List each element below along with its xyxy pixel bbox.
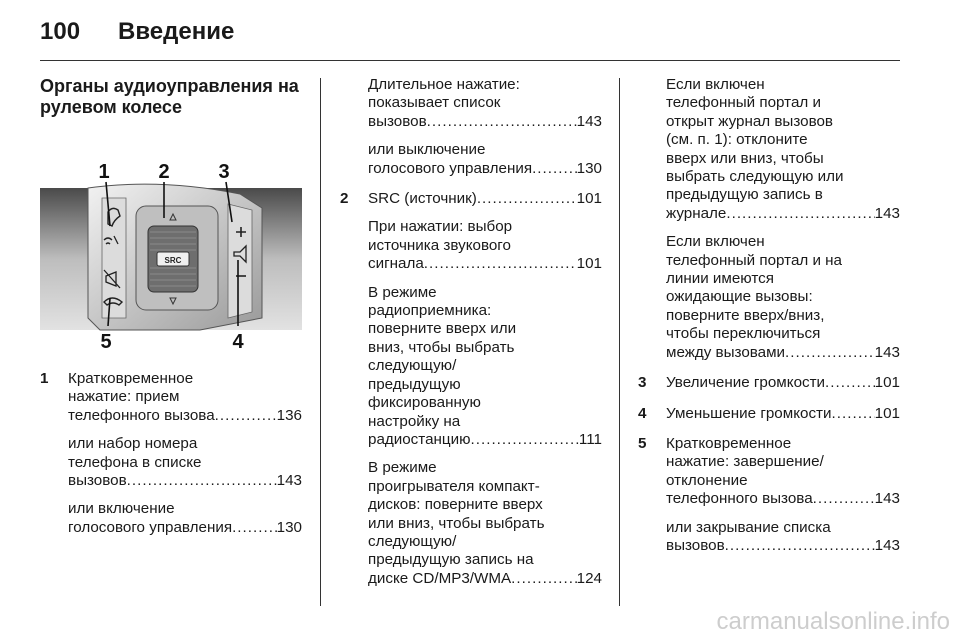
- page-reference: 101: [576, 190, 602, 208]
- column-divider-1: [320, 78, 321, 606]
- watermark-text: carmanualsonline.info: [716, 608, 950, 635]
- column-2: [340, 76, 602, 588]
- paragraph: Кратковременное нажатие: прием телефонного вызова . . . 136: [68, 370, 302, 425]
- page-reference: 101: [874, 404, 900, 422]
- page-reference: 143: [874, 490, 900, 508]
- callout-1: 1: [98, 161, 110, 183]
- leader-line: между вызовами . . . 143: [666, 344, 900, 362]
- page-reference: 143: [874, 343, 900, 361]
- entry-4: [638, 405, 900, 423]
- page-reference: 101: [874, 374, 900, 392]
- leader-line: сигнала . . . 101: [368, 255, 602, 273]
- entry-number: 4: [638, 404, 647, 422]
- entry-number: 1: [40, 370, 49, 387]
- entry-number: 5: [638, 434, 647, 452]
- paragraph: или выключение голосового управления . . . 130: [368, 141, 602, 178]
- paragraph: В режиме проигрывателя компакт- дисков: поверните вверх или вниз, чтобы выбрать следующую/ предыдущую запись на диске CD/MP3/WMA . . . 124: [368, 459, 602, 588]
- leader-line: радиостанцию . . . 111: [368, 431, 602, 449]
- header-rule: [40, 60, 900, 61]
- leader-line: голосового управления . . . 130: [68, 519, 302, 537]
- callout-4: 4: [232, 331, 244, 353]
- paragraph: Кратковременное нажатие: завершение/ отклонение телефонного вызова . . . 143: [666, 435, 900, 509]
- paragraph: В режиме радиоприемника: поверните вверх или вниз, чтобы выбрать следующую/ предыдущую фиксированную настройку на радиостанцию . . . 111: [368, 284, 602, 450]
- entry-2: [340, 190, 602, 588]
- src-label: SRC: [164, 256, 182, 265]
- column-3: [638, 76, 900, 555]
- callout-5: 5: [100, 331, 112, 353]
- leader-line: Уменьшение громкости . . . 101: [666, 405, 900, 423]
- leader-line: вызовов . . . 143: [368, 113, 602, 131]
- paragraph: [368, 190, 602, 208]
- entry-number: 3: [638, 374, 647, 392]
- steering-wheel-controls-figure: [40, 148, 302, 358]
- page-reference: 111: [578, 430, 602, 448]
- page-reference: 130: [576, 159, 602, 177]
- section-title: Органы аудиоуправления на рулевом колесе: [40, 76, 299, 117]
- page-number: 100: [40, 18, 81, 45]
- leader-line: Увеличение громкости . . . 101: [666, 374, 900, 392]
- leader-line: журнале . . . 143: [666, 205, 900, 223]
- entry-3: [638, 374, 900, 392]
- steering-controls-illustration: [40, 148, 302, 358]
- page-reference: 136: [276, 406, 302, 424]
- paragraph: или набор номера телефона в списке вызовов . . . 143: [68, 435, 302, 490]
- paragraph: При нажатии: выбор источника звукового сигнала . . . 101: [368, 218, 602, 273]
- leader-line: телефонного вызова . . . 143: [666, 490, 900, 508]
- page-reference: 124: [576, 569, 602, 587]
- page-header: [40, 18, 900, 58]
- leader-line: вызовов . . . 143: [68, 472, 302, 490]
- paragraph: или закрывание списка вызовов . . . 143: [666, 519, 900, 556]
- entry-number: 2: [340, 190, 349, 208]
- column-divider-2: [619, 78, 620, 606]
- leader-line: телефонного вызова . . . 136: [68, 407, 302, 425]
- paragraph: Если включен телефонный портал и открыт журнал вызовов (см. п. 1): отклоните вверх или вниз, чтобы выбрать следующую или предыдущую запись в журнале . . . 143: [666, 76, 900, 223]
- paragraph: Если включен телефонный портал и на линии имеются ожидающие вызовы: поверните вверх/вниз, чтобы переключиться между вызовами . . . 143: [666, 233, 900, 362]
- entry-1: [40, 370, 302, 537]
- leader-line: вызовов . . . 143: [666, 537, 900, 555]
- page-reference: 143: [276, 472, 302, 490]
- paragraph: или включение голосового управления . . . 130: [68, 500, 302, 537]
- page-reference: 143: [874, 204, 900, 222]
- page-reference: 143: [576, 112, 602, 130]
- leader-line: SRC (источник) . . . 101: [368, 190, 602, 208]
- leader-line: диске CD/MP3/WMA . . . 124: [368, 570, 602, 588]
- paragraph: Длительное нажатие: показывает список вызовов . . . 143: [368, 76, 602, 131]
- page-reference: 101: [576, 255, 602, 273]
- column-1: [40, 76, 302, 537]
- page-reference: 143: [874, 536, 900, 554]
- leader-line: голосового управления . . . 130: [368, 160, 602, 178]
- callout-3: 3: [218, 161, 230, 183]
- page-reference: 130: [276, 518, 302, 536]
- entry-5: [638, 435, 900, 555]
- callout-2: 2: [158, 161, 170, 183]
- chapter-title: Введение: [118, 18, 235, 45]
